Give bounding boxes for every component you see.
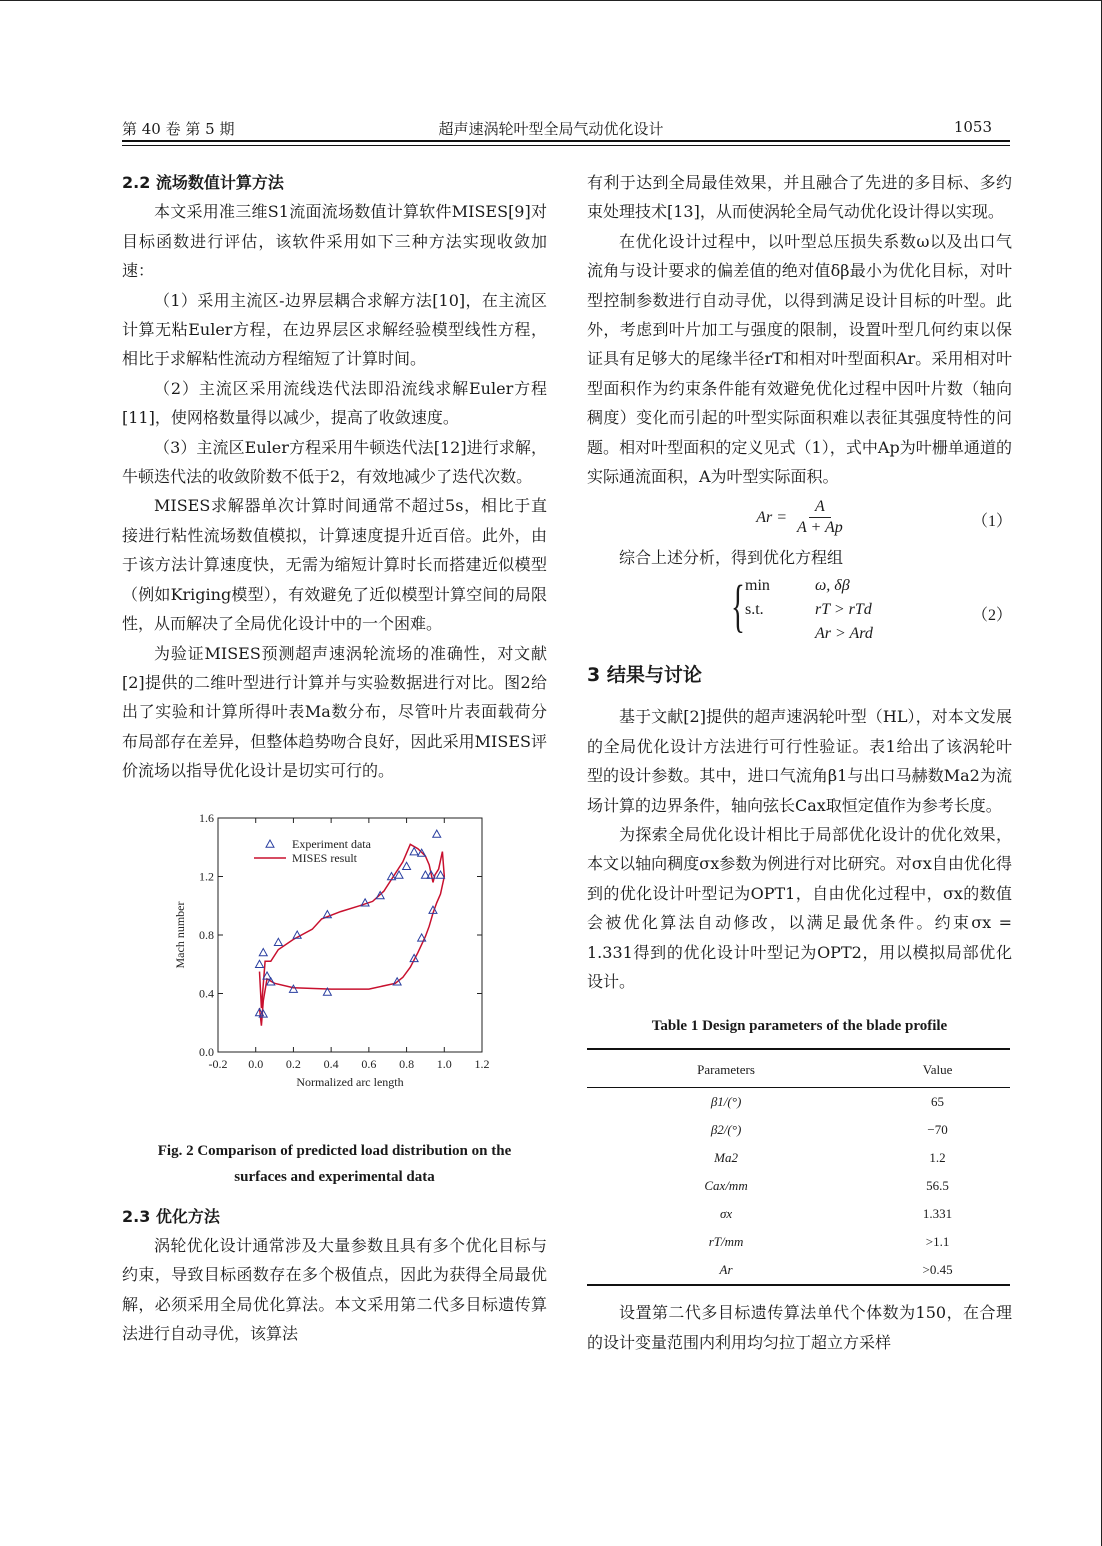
table-header-parameters: Parameters xyxy=(587,1049,865,1088)
x-tick-label: 0.2 xyxy=(285,1056,301,1071)
y-tick-label: 0.8 xyxy=(199,927,214,942)
right-column xyxy=(587,168,1012,1357)
experiment-point xyxy=(255,960,263,967)
section-2-2-title: 2.2 流场数值计算方法 xyxy=(122,173,284,192)
table-cell-value: >1.1 xyxy=(925,1234,950,1250)
equation-1 xyxy=(587,495,1012,539)
figure-caption xyxy=(122,1138,547,1190)
equation-2-min-key: min xyxy=(745,576,770,594)
equation-2-row-min xyxy=(745,575,850,597)
y-tick-label: 1.2 xyxy=(199,869,214,884)
page-top-border xyxy=(0,0,1102,1)
equation-2-row-st xyxy=(745,599,872,621)
equation-2-st-value-1: rT > rTd xyxy=(815,600,872,618)
paragraph: （1）采用主流区-边界层耦合求解方法[10]，在主流区计算无粘Euler方程，在边界层区求解经验模型线性方程，相比于求解粘性流动方程缩短了计算时间。 xyxy=(122,290,547,369)
x-tick-label: 0.6 xyxy=(361,1056,377,1071)
running-title: 超声速涡轮叶型全局气动优化设计 xyxy=(438,120,664,138)
legend-experiment-marker xyxy=(266,840,274,847)
design-parameters-table xyxy=(587,1048,1010,1286)
figure-caption-line2: surfaces and experimental data xyxy=(234,1168,435,1185)
table-cell-value: −70 xyxy=(927,1122,948,1138)
x-tick-label: 0.0 xyxy=(248,1056,264,1071)
equation-2-row-st2 xyxy=(745,623,873,645)
equation-1-numerator: A xyxy=(809,497,831,518)
header-rule-thin xyxy=(122,145,1010,146)
equation-2-st-key: s.t. xyxy=(745,600,764,618)
left-column xyxy=(122,168,547,1349)
experiment-point xyxy=(259,948,267,955)
paragraph: （3）主流区Euler方程采用牛顿迭代法[12]进行求解，牛顿迭代法的收敛阶数不低于2，有效地减少了迭代次数。 xyxy=(122,437,547,487)
journal-volume-issue: 第 40 卷 第 5 期 xyxy=(122,120,235,138)
table-row xyxy=(587,1200,1010,1228)
y-axis-label: Mach number xyxy=(173,901,187,969)
paragraph: 基于文献[2]提供的超声速涡轮叶型（HL），对本文发展的全局优化设计方法进行可行性验证。表1给出了该涡轮叶型的设计参数。其中，进口气流角β1与出口马赫数Ma2为流场计算的边界条件，轴向弦长Cax取恒定值作为参考长度。 xyxy=(587,707,1012,815)
table-cell-value: >0.45 xyxy=(865,1256,1010,1285)
table-cell-value: 1.2 xyxy=(929,1150,946,1166)
table-row xyxy=(587,1172,1010,1200)
figure-2 xyxy=(122,808,547,1138)
table-row xyxy=(587,1256,1010,1285)
section-3-title: 3 结果与讨论 xyxy=(587,663,702,686)
table-cell-parameter: σx xyxy=(719,1206,733,1222)
equation-2 xyxy=(587,572,1012,651)
paragraph: MISES求解器单次计算时间通常不超过5s，相比于直接进行粘性流场数值模拟，计算速度提升近百倍。此外，由于该方法计算速度快，无需为缩短计算时长而搭建近似模型（例如Kriging模型），有效避免了近似模型计算空间的局限性，从而解决了全局优化设计中的一个困难。 xyxy=(122,496,547,634)
x-tick-label: 1.2 xyxy=(474,1056,490,1071)
x-tick-label: -0.2 xyxy=(208,1056,228,1071)
y-tick-label: 0.4 xyxy=(199,986,214,1001)
paragraph: 在优化设计过程中，以叶型总压损失系数ω以及出口气流角与设计要求的偏差值的绝对值δβ最小为优化目标，对叶型控制参数进行自动寻优，以得到满足设计目标的叶型。此外，考虑到叶片加工与强度的限制，设置叶型几何约束以保证具有足够大的尾缘半径rT和相对叶型面积Ar。采用相对叶型面积作为约束条件能有效避免优化过程中因叶片数（轴向稠度）变化而引起的叶型实际面积难以表征其强度特性的问题。相对叶型面积的定义见式（1），式中Ap为叶栅单通道的实际通流面积，A为叶型实际面积。 xyxy=(587,231,1012,487)
table-cell-parameter: β1/(°) xyxy=(710,1094,742,1110)
y-tick-label: 1.6 xyxy=(199,810,214,825)
x-axis-label: Normalized arc length xyxy=(296,1074,404,1089)
x-tick-label: 0.4 xyxy=(323,1056,339,1071)
page-number: 1053 xyxy=(953,118,992,136)
table-cell-parameter: rT/mm xyxy=(708,1234,744,1250)
legend-mises-label: MISES result xyxy=(292,850,358,865)
paragraph: 综合上述分析，得到优化方程组 xyxy=(619,548,844,568)
paragraph: 本文采用准三维S1流面流场数值计算软件MISES[9]对目标函数进行评估，该软件采用如下三种方法实现收敛加速： xyxy=(122,202,547,281)
experiment-point xyxy=(289,985,297,992)
table-row xyxy=(587,1144,1010,1172)
table-1-title: Table 1 Design parameters of the blade profile xyxy=(651,1018,948,1035)
table-row xyxy=(587,1088,1010,1117)
table-cell-parameter: β2/(°) xyxy=(710,1122,742,1138)
paragraph: （2）主流区采用流线迭代法即沿流线求解Euler方程[11]，使网格数量得以减少，提高了收敛速度。 xyxy=(122,378,547,428)
equation-2-st-value-2: Ar > Ard xyxy=(815,624,873,642)
figure-caption-line1: Fig. 2 Comparison of predicted load distribution on the xyxy=(157,1142,512,1159)
paragraph: 设置第二代多目标遗传算法单代个体数为150，在合理的设计变量范围内利用均匀拉丁超立方采样 xyxy=(587,1303,1012,1352)
equation-1-lhs: Ar = xyxy=(756,508,788,526)
equation-2-min-value: ω, δβ xyxy=(815,576,850,594)
section-2-3-title: 2.3 优化方法 xyxy=(122,1206,220,1226)
table-cell-parameter: Ar xyxy=(587,1256,865,1285)
table-row xyxy=(587,1228,1010,1256)
table-row xyxy=(587,1116,1010,1144)
table-cell-value: 56.5 xyxy=(926,1178,949,1194)
experiment-point xyxy=(433,830,441,837)
table-cell-value: 1.331 xyxy=(922,1206,953,1222)
table-cell-parameter: Ma2 xyxy=(714,1150,738,1166)
x-tick-label: 0.8 xyxy=(399,1056,415,1071)
experiment-point xyxy=(403,862,411,869)
paragraph: 有利于达到全局最佳效果，并且融合了先进的多目标、多约束处理技术[13]，从而使涡轮全局气动优化设计得以实现。 xyxy=(587,173,1012,222)
table-cell-value: 65 xyxy=(931,1094,945,1110)
table-header-value: Value xyxy=(865,1049,1010,1088)
equation-2-brace: { xyxy=(731,572,745,638)
legend-experiment-label: Experiment data xyxy=(292,836,371,851)
equation-2-number: （2） xyxy=(971,606,1012,624)
mach-distribution-chart xyxy=(122,808,547,1138)
equation-1-number: （1） xyxy=(971,513,1012,531)
x-tick-label: 1.0 xyxy=(436,1056,452,1071)
equation-1-denominator: A + Ap xyxy=(797,518,843,536)
paragraph: 涡轮优化设计通常涉及大量参数且具有多个优化目标与约束，导致目标函数存在多个极值点，因此为获得全局最优解，必须采用全局优化算法。本文采用第二代多目标遗传算法进行自动寻优，该算法 xyxy=(122,1235,547,1344)
mises-result-line xyxy=(260,844,445,1025)
table-cell-parameter: Cax/mm xyxy=(704,1178,748,1194)
experiment-point xyxy=(274,938,282,945)
header-rule-thick xyxy=(122,140,1010,142)
paragraph: 为验证MISES预测超声速涡轮流场的准确性，对文献[2]提供的二维叶型进行计算并与实验数据进行对比。图2给出了实验和计算所得叶表Ma数分布，尽管叶片表面载荷分布局部存在差异，但整体趋势吻合良好，因此采用MISES评价流场以指导优化设计是切实可行的。 xyxy=(122,643,547,781)
y-tick-label: 0.0 xyxy=(199,1044,214,1059)
equation-1-fraction xyxy=(797,497,843,538)
paragraph: 为探索全局优化设计相比于局部优化设计的优化效果，本文以轴向稠度σx参数为例进行对比研究。对σx自由优化得到的优化设计叶型记为OPT1，自由优化过程中，σx的数值会被优化算法自动修改，以满足最优条件。约束σx = 1.331得到的优化设计叶型记为OPT2，用以模拟局部优化设计。 xyxy=(587,824,1012,991)
